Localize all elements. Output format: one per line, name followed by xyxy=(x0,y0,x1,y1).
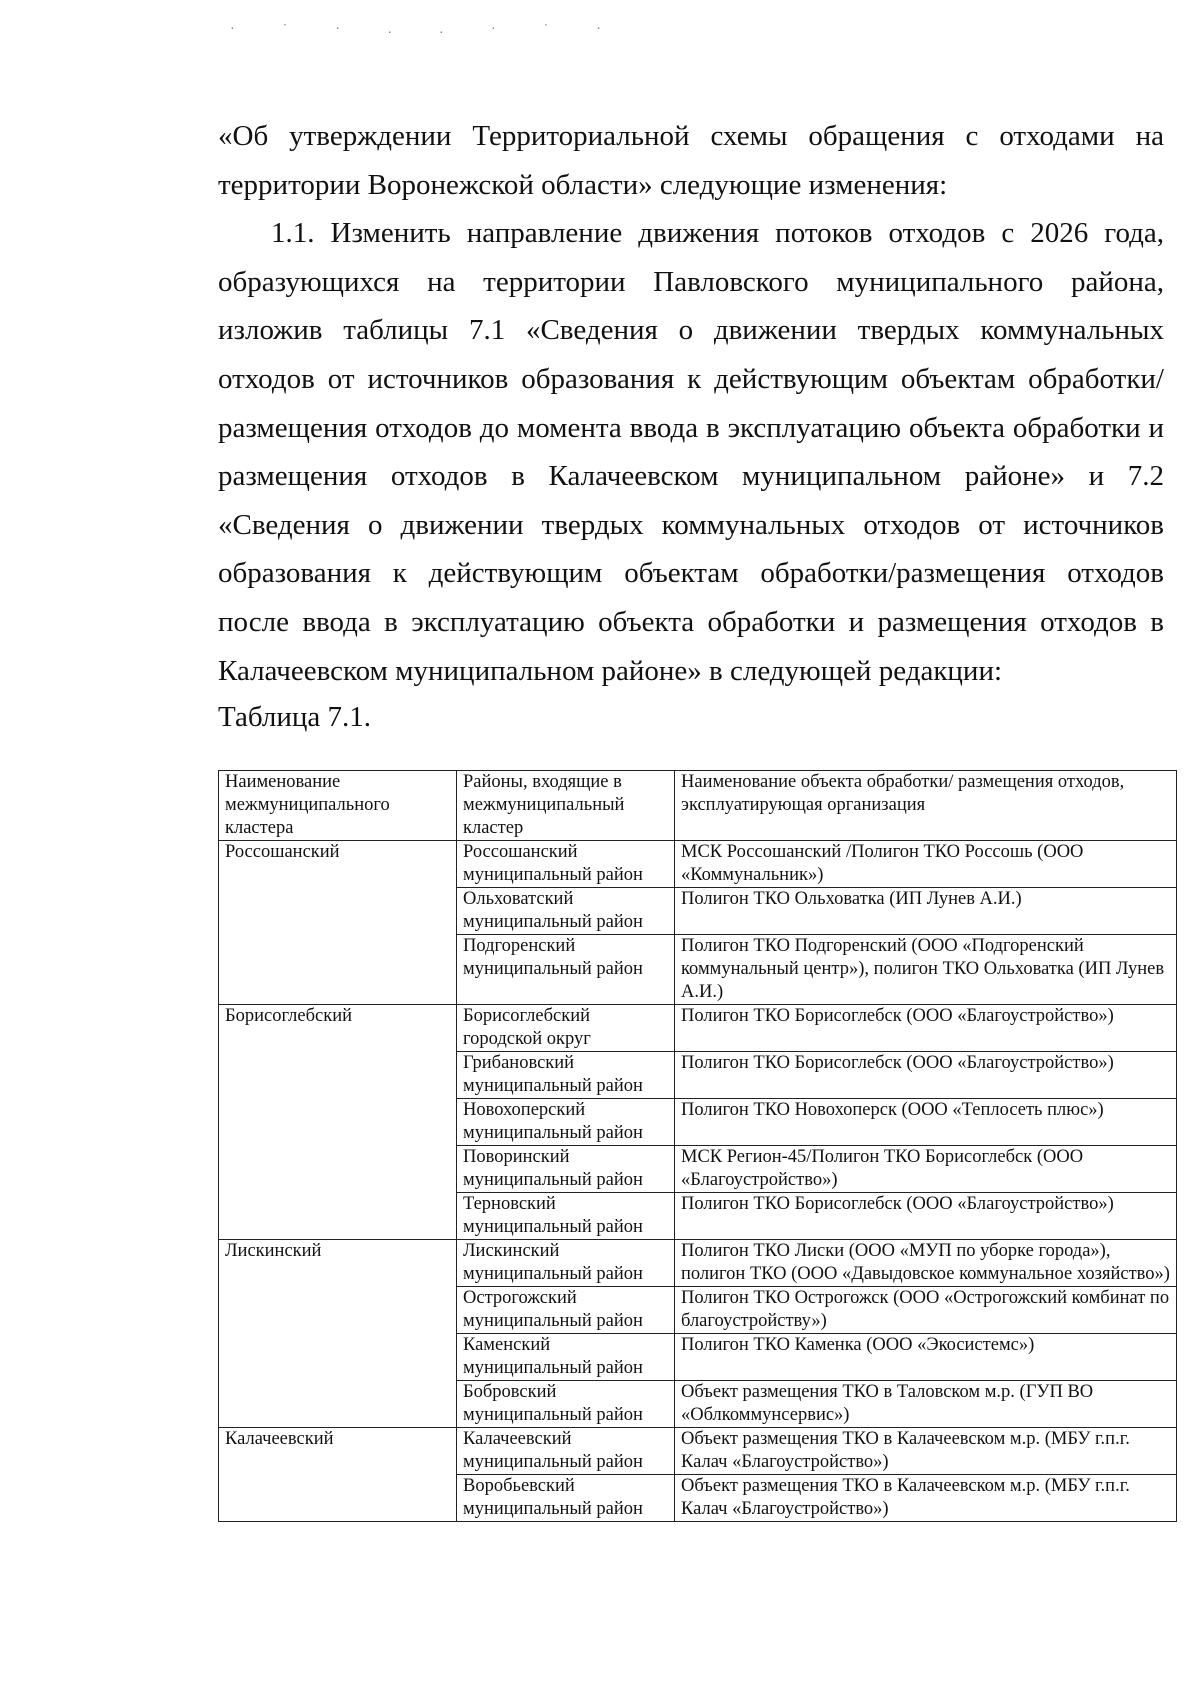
cluster-name: Россошанский xyxy=(219,841,457,1005)
facility-cell: Объект размещения ТКО в Калачеевском м.р. (МБУ г.п.г. Калач «Благоустройство») xyxy=(675,1428,1177,1475)
table-row xyxy=(219,841,1177,888)
district-cell: Грибановский муниципальный район xyxy=(457,1052,675,1099)
header-facility: Наименование объекта обработки/ размещения отходов, эксплуатирующая организация xyxy=(675,771,1177,841)
district-cell: Поворинский муниципальный район xyxy=(457,1146,675,1193)
paragraph-intro: «Об утверждении Территориальной схемы обращения с отходами на территории Воронежской области» следующие изменения: xyxy=(218,120,1164,201)
body-text xyxy=(218,112,1164,695)
facility-cell: Полигон ТКО Борисоглебск (ООО «Благоустройство») xyxy=(675,1052,1177,1099)
waste-flow-table xyxy=(218,770,1177,1522)
district-cell: Терновский муниципальный район xyxy=(457,1193,675,1240)
facility-cell: Полигон ТКО Борисоглебск (ООО «Благоустройство») xyxy=(675,1005,1177,1052)
district-cell: Лискинский муниципальный район xyxy=(457,1240,675,1287)
district-cell: Калачеевский муниципальный район xyxy=(457,1428,675,1475)
facility-cell: Полигон ТКО Борисоглебск (ООО «Благоустройство») xyxy=(675,1193,1177,1240)
district-cell: Борисоглебский городской округ xyxy=(457,1005,675,1052)
facility-cell: МСК Россошанский /Полигон ТКО Россошь (ООО «Коммунальник») xyxy=(675,841,1177,888)
facility-cell: Объект размещения ТКО в Таловском м.р. (ГУП ВО «Облкоммунсервис») xyxy=(675,1381,1177,1428)
facility-cell: Полигон ТКО Острогожск (ООО «Острогожский комбинат по благоустройству») xyxy=(675,1287,1177,1334)
district-cell: Россошанский муниципальный район xyxy=(457,841,675,888)
district-cell: Ольховатский муниципальный район xyxy=(457,888,675,935)
table-header-row xyxy=(219,771,1177,841)
table-caption: Таблица 7.1. xyxy=(218,701,372,733)
district-cell: Воробьевский муниципальный район xyxy=(457,1475,675,1522)
facility-cell: Полигон ТКО Новохоперск (ООО «Теплосеть плюс») xyxy=(675,1099,1177,1146)
facility-cell: Полигон ТКО Лиски (ООО «МУП по уборке города»), полигон ТКО (ООО «Давыдовское коммунальное хозяйство») xyxy=(675,1240,1177,1287)
district-cell: Бобровский муниципальный район xyxy=(457,1381,675,1428)
district-cell: Новохоперский муниципальный район xyxy=(457,1099,675,1146)
facility-cell: Полигон ТКО Подгоренский (ООО «Подгоренский коммунальный центр»), полигон ТКО Ольховатка (ИП Лунев А.И.) xyxy=(675,935,1177,1005)
district-cell: Острогожский муниципальный район xyxy=(457,1287,675,1334)
cluster-name: Борисоглебский xyxy=(219,1005,457,1240)
facility-cell: МСК Регион-45/Полигон ТКО Борисоглебск (ООО «Благоустройство») xyxy=(675,1146,1177,1193)
facility-cell: Объект размещения ТКО в Калачеевском м.р. (МБУ г.п.г. Калач «Благоустройство») xyxy=(675,1475,1177,1522)
facility-cell: Полигон ТКО Ольховатка (ИП Лунев А.И.) xyxy=(675,888,1177,935)
district-cell: Каменский муниципальный район xyxy=(457,1334,675,1381)
district-cell: Подгоренский муниципальный район xyxy=(457,935,675,1005)
scan-specks: ·˙·..·˙· xyxy=(230,22,649,37)
facility-cell: Полигон ТКО Каменка (ООО «Экосистемс») xyxy=(675,1334,1177,1381)
table-row xyxy=(219,1005,1177,1052)
cluster-name: Калачеевский xyxy=(219,1428,457,1522)
paragraph-amendment: 1.1. Изменить направление движения потоков отходов с 2026 года, образующихся на территории Павловского муниципального района, изложив таблицы 7.1 «Сведения о движении твердых коммунальных отходов от источников образования к действующим объектам обработки/размещения отходов до момента ввода в эксплуатацию объекта обработки и размещения отходов в Калачеевском муниципальном районе» и 7.2 «Сведения о движении твердых коммунальных отходов от источников образования к действующим объектам обработки/размещения отходов после ввода в эксплуатацию объекта обработки и размещения отходов в Калачеевском муниципальном районе» в следующей редакции: xyxy=(218,217,1164,687)
cluster-name: Лискинский xyxy=(219,1240,457,1428)
header-cluster: Наименование межмуниципального кластера xyxy=(219,771,457,841)
header-districts: Районы, входящие в межмуниципальный кластер xyxy=(457,771,675,841)
table-row xyxy=(219,1428,1177,1475)
table-row xyxy=(219,1240,1177,1287)
